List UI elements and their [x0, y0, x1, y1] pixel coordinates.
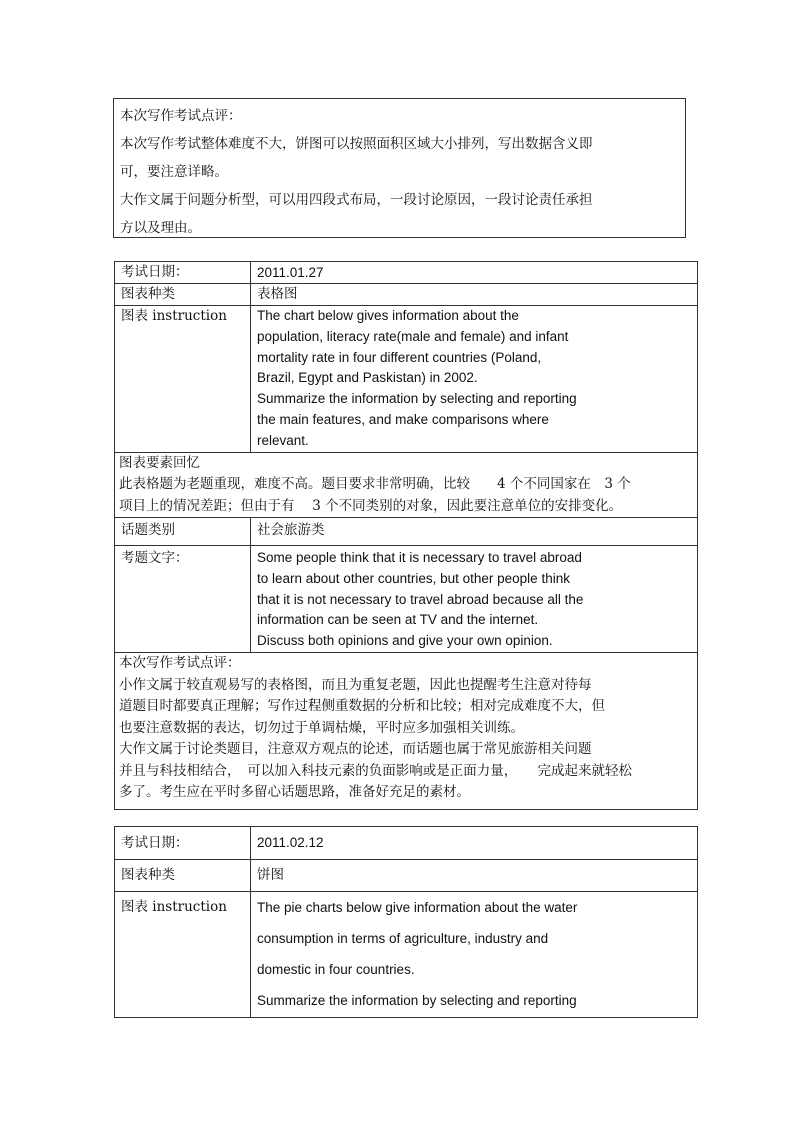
exam-comment-line: 小作文属于较直观易写的表格图，而且为重复老题，因此也提醒考生注意对待每: [119, 676, 592, 693]
exam-date-row: [115, 262, 698, 284]
exam-date-value: 2011.01.27: [251, 262, 698, 284]
exam-text-line: Discuss both opinions and give your own opinion.: [257, 633, 553, 649]
exam-date-label: 考试日期：: [115, 262, 251, 284]
instruction-row: [115, 306, 698, 453]
chart-type-value: 饼图: [251, 860, 698, 892]
instruction-line: The chart below gives information about the: [257, 308, 519, 323]
exam-date-label: 考试日期：: [115, 827, 251, 860]
instruction-label: 图表 instruction: [115, 306, 251, 453]
topic-category-label: 话题类别: [115, 518, 251, 546]
exam-comment-cell: [115, 653, 698, 810]
chart-elements-cell: [115, 452, 698, 518]
exam-comment-line: 大作文属于讨论类题目，注意双方观点的论述，而话题也属于常见旅游相关问题: [119, 741, 592, 758]
chart-elements-line: 此表格题为老题重现，难度不高。题目要求非常明确，比较 4 个不同国家在 3 个: [119, 476, 631, 493]
chart-type-row: [115, 860, 698, 892]
exam-text-line: to learn about other countries, but other people think: [257, 570, 570, 586]
instruction-line: domestic in four countries.: [257, 962, 415, 977]
chart-type-row: [115, 284, 698, 306]
exam-date-value: 2011.02.12: [251, 827, 698, 860]
instruction-text: [251, 892, 698, 1018]
exam-table-1: [114, 261, 698, 810]
instruction-label: 图表 instruction: [115, 892, 251, 1018]
top-comment-title: 本次写作考试点评：: [120, 108, 242, 124]
instruction-line: The pie charts below give information about the water: [257, 900, 578, 915]
chart-elements-title: 图表要素回忆: [119, 454, 200, 471]
exam-comment-line: 并且与科技相结合， 可以加入科技元素的负面影响或是正面力量， 完成起来就轻松: [119, 762, 632, 779]
instruction-line: relevant.: [257, 432, 309, 448]
exam-comment-line: 也要注意数据的表达，切勿过于单调枯燥，平时应多加强相关训练。: [119, 719, 524, 736]
instruction-line: consumption in terms of agriculture, industry and: [257, 931, 549, 946]
instruction-text: [251, 306, 698, 453]
exam-text-line: that it is not necessary to travel abroad because all the: [257, 591, 584, 607]
exam-text: [251, 546, 698, 653]
chart-elements-line: 项目上的情况差距；但由于有 3 个不同类别的对象，因此要注意单位的安排变化。: [119, 497, 623, 514]
top-comment-line: 方以及理由。: [120, 220, 201, 236]
chart-type-label: 图表种类: [115, 860, 251, 892]
instruction-line: the main features, and make comparisons where: [257, 411, 549, 427]
instruction-line: Summarize the information by selecting and reporting: [257, 993, 577, 1008]
exam-text-row: [115, 546, 698, 653]
instruction-line: Summarize the information by selecting and reporting: [257, 391, 577, 407]
instruction-line: mortality rate in four different countries (Poland,: [257, 349, 542, 365]
instruction-line: Brazil, Egypt and Paskistan) in 2002.: [257, 370, 478, 386]
exam-text-line: information can be seen at TV and the internet.: [257, 612, 539, 628]
top-comment-line: 大作文属于问题分析型，可以用四段式布局，一段讨论原因，一段讨论责任承担: [120, 192, 593, 208]
top-comment-line: 本次写作考试整体难度不大，饼图可以按照面积区域大小排列，写出数据含义即: [120, 136, 593, 152]
exam-comment-line: 道题目时都要真正理解；写作过程侧重数据的分析和比较；相对完成难度不大，但: [119, 698, 605, 715]
exam-text-line: Some people think that it is necessary to travel abroad: [257, 550, 582, 566]
instruction-line: population, literacy rate(male and female) and infant: [257, 328, 569, 344]
chart-type-label: 图表种类: [115, 284, 251, 306]
exam-comment-line: 多了。考生应在平时多留心话题思路，准备好充足的素材。: [119, 784, 470, 801]
exam-date-row: [115, 827, 698, 860]
exam-comment-row: [115, 653, 698, 810]
exam-comment-title: 本次写作考试点评：: [119, 655, 241, 672]
top-comment-box: [113, 98, 686, 238]
exam-table-2: [114, 826, 698, 1018]
exam-text-label: 考题文字：: [115, 546, 251, 653]
chart-elements-row: [115, 452, 698, 518]
chart-type-value: 表格图: [251, 284, 698, 306]
instruction-row: [115, 892, 698, 1018]
topic-category-row: [115, 518, 698, 546]
topic-category-value: 社会旅游类: [251, 518, 698, 546]
top-comment-line: 可，要注意详略。: [120, 164, 228, 180]
